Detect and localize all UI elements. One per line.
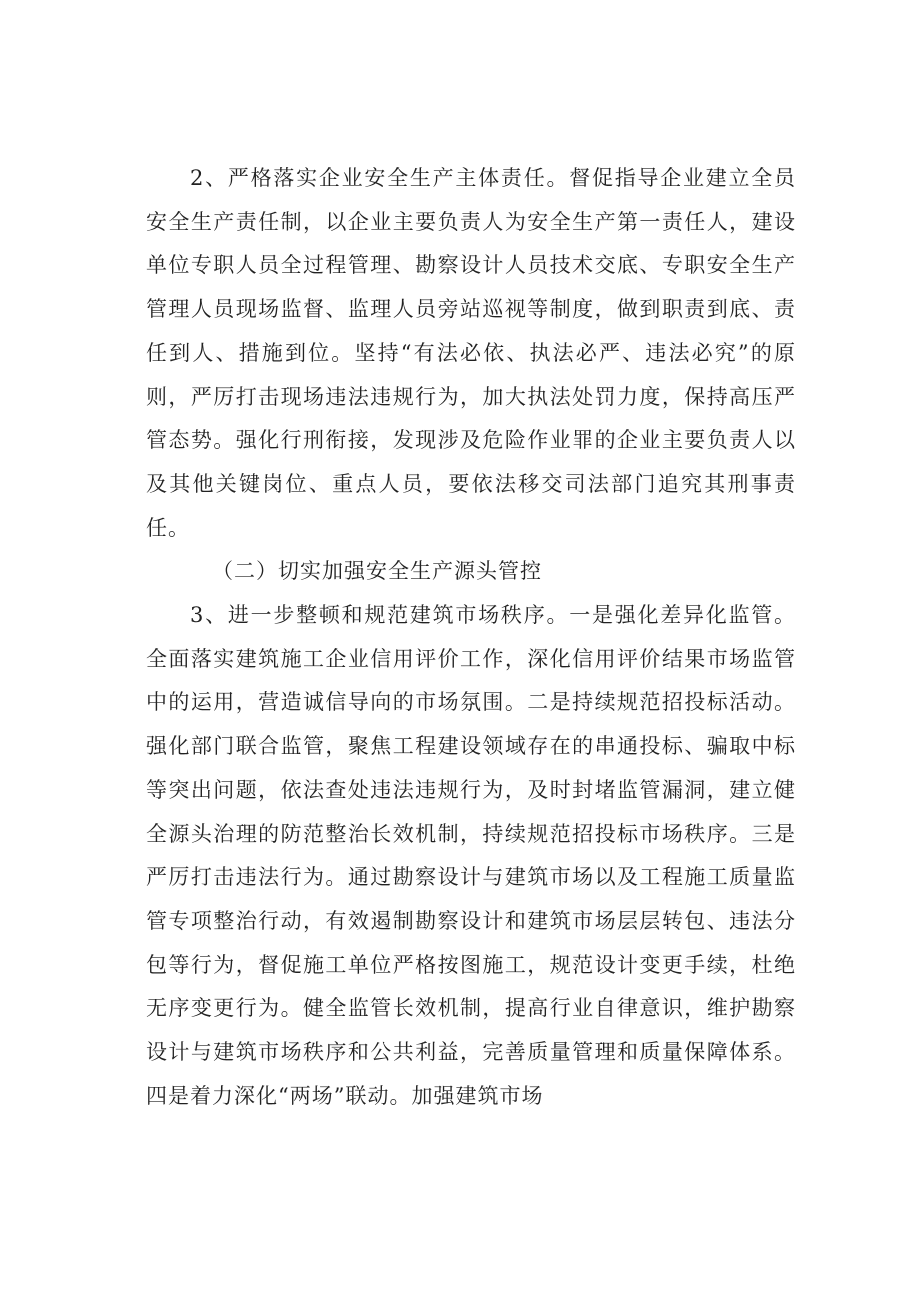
paragraph-market-order: 3、进一步整顿和规范建筑市场秩序。一是强化差异化监管。全面落实建筑施工企业信用评价工作，深化信用评价结果市场监管中的运用，营造诚信导向的市场氛围。二是持续规范招投标活动。强化部门联合监管，聚焦工程建设领域存在的串通投标、骗取中标等突出问题，依法查处违法违规行为，及时封堵监管漏洞，建立健全源头治理的防范整治长效机制，持续规范招投标市场秩序。三是严厉打击违法行为。通过勘察设计与建筑市场以及工程施工质量监管专项整治行动，有效遏制勘察设计和建筑市场层层转包、违法分包等行为，督促施工单位严格按图施工，规范设计变更手续，杜绝无序变更行为。健全监管长效机制，提高行业自律意识，维护勘察设计与建筑市场秩序和公共利益，完善质量管理和质量保障体系。四是着力深化“两场”联动。加强建筑市场 bbox=[146, 603, 796, 1108]
paragraph-main-responsibility: 2、严格落实企业安全生产主体责任。督促指导企业建立全员安全生产责任制，以企业主要负责人为安全生产第一责任人，建设单位专职人员全过程管理、勘察设计人员技术交底、专职安全生产管理人员现场监督、监理人员旁站巡视等制度，做到职责到底、责任到人、措施到位。坚持“有法必依、执法必严、违法必究”的原则，严厉打击现场违法违规行为，加大执法处罚力度，保持高压严管态势。强化行刑衔接，发现涉及危险作业罪的企业主要负责人以及其他关键岗位、重点人员，要依法移交司法部门追究其刑事责任。 bbox=[146, 166, 796, 540]
section-heading-source-control: （二）切实加强安全生产源头管控 bbox=[212, 559, 542, 584]
document-body bbox=[146, 157, 796, 1118]
